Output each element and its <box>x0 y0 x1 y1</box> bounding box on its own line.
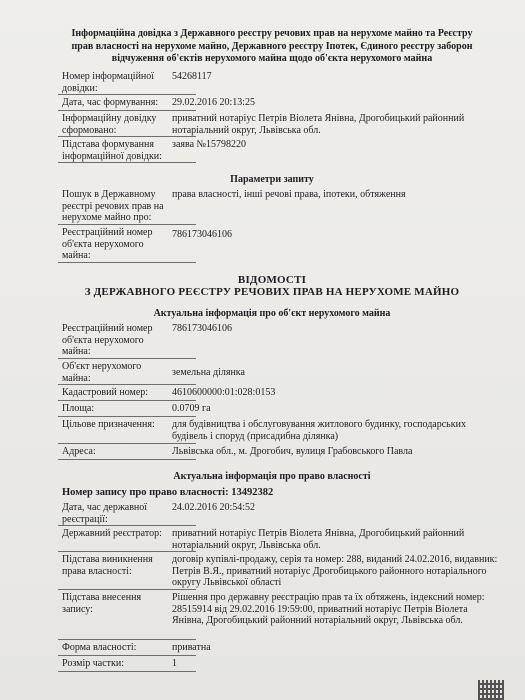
row-divider <box>58 400 196 401</box>
ownership-value: 24.02.2016 20:54:52 <box>172 502 256 513</box>
query-label: Реєстраційний номер об'єкта нерухомого майна: <box>62 227 153 261</box>
info-value: заява №15798220 <box>172 139 247 150</box>
header-line-1: Інформаційна довідка з Державного реєстру речових прав на нерухоме майно та Реєстру <box>71 28 473 39</box>
row-divider <box>58 525 196 526</box>
document-header <box>62 28 482 66</box>
ownership-value: договір купівлі-продажу, серія та номер: 288, виданий 24.02.2016, видавник: Петрів В.Я., приватний нотаріус Дрогобицького районного нотаріального округу Львівської області <box>172 554 498 588</box>
object-label: Цільове призначення: <box>62 419 155 430</box>
ownership-record-number: Номер запису про право власності: 13492382 <box>62 487 274 498</box>
ownership-section-title: Актуальна інформація про право власності <box>173 471 371 482</box>
object-section-title: Актуальна інформація про об'єкт нерухомого майна <box>153 308 391 319</box>
ownership-value: 1 <box>172 658 177 669</box>
ownership-label: Підстава внесення запису: <box>62 592 142 615</box>
ownership-label: Державний реєстратор: <box>62 528 162 539</box>
info-label: Підстава формування інформаційної довідки: <box>62 139 162 162</box>
row-divider <box>58 443 196 444</box>
info-value: 29.02.2016 20:13:25 <box>172 97 256 108</box>
object-label: Адреса: <box>62 446 96 457</box>
ownership-value: приватний нотаріус Петрів Віолета Янівна, Дрогобицький районний нотаріальний округ, Львівська обл. <box>172 528 465 551</box>
qr-code-icon <box>478 680 504 700</box>
row-divider <box>58 639 196 640</box>
object-label: Об'єкт нерухомого майна: <box>62 361 142 384</box>
info-label: Дата, час формування: <box>62 97 159 108</box>
row-divider <box>58 671 196 672</box>
row-divider <box>58 110 196 111</box>
object-value: земельна ділянка <box>172 367 245 378</box>
info-label: Номер інформаційної довідки: <box>62 71 155 94</box>
ownership-label: Розмір частки: <box>62 658 124 669</box>
query-section-title: Параметри запиту <box>230 174 314 185</box>
query-value: права власності, інші речові права, іпотеки, обтяження <box>172 189 406 200</box>
row-divider <box>58 224 196 225</box>
query-value: 786173046106 <box>172 229 232 240</box>
row-divider <box>58 162 196 163</box>
header-line-2: прав власності на нерухоме майно, Державного реєстру Іпотек, Єдиного реєстру заборон <box>71 40 473 52</box>
row-divider <box>58 416 196 417</box>
object-value: 0.0709 га <box>172 403 211 414</box>
row-divider <box>58 589 196 590</box>
info-label: Інформаційну довідку сформовано: <box>62 113 157 136</box>
info-value: 54268117 <box>172 71 212 82</box>
query-label: Пошук в Державному реєстрі речових прав на нерухоме майно про: <box>62 189 164 223</box>
object-value: Львівська обл., м. Дрогобич, вулиця Грабовського Павла <box>172 446 413 457</box>
object-value: 786173046106 <box>172 323 232 334</box>
ownership-value: Рішення про державну реєстрацію прав та їх обтяжень, індексний номер: 28515914 від 29.02.2016 19:59:00, приватний нотаріус Петрів Віолета Янівна, Дрогобицький районний нотаріальний округ, Львівська обл. <box>172 592 485 626</box>
header-line-3: відчуження об'єктів нерухомого майна щодо об'єкта нерухомого майна <box>111 53 433 64</box>
registry-title: ВІДОМОСТІ <box>237 274 307 286</box>
row-divider <box>58 94 196 95</box>
ownership-label: Дата, час державної реєстрації: <box>62 502 148 525</box>
object-label: Реєстраційний номер об'єкта нерухомого майна: <box>62 323 153 357</box>
row-divider <box>58 262 196 263</box>
row-divider <box>58 136 196 137</box>
object-label: Кадастровий номер: <box>62 387 149 398</box>
object-value: для будівництва і обслуговування житлового будинку, господарських будівель і споруд (присадибна ділянка) <box>172 419 466 442</box>
row-divider <box>58 459 196 460</box>
object-label: Площа: <box>62 403 95 414</box>
registry-subtitle: З ДЕРЖАВНОГО РЕЄСТРУ РЕЧОВИХ ПРАВ НА НЕРУХОМЕ МАЙНО <box>84 286 460 298</box>
row-divider <box>58 551 196 552</box>
row-divider <box>58 384 196 385</box>
ownership-label: Форма власності: <box>62 642 137 653</box>
ownership-value: приватна <box>172 642 211 653</box>
object-value: 4610600000:01:028:0153 <box>172 387 276 398</box>
row-divider <box>58 358 196 359</box>
ownership-label: Підстава виникнення права власності: <box>62 554 153 577</box>
row-divider <box>58 655 196 656</box>
info-value: приватний нотаріус Петрів Віолета Янівна, Дрогобицький районний нотаріальний округ, Львівська обл. <box>172 113 465 136</box>
